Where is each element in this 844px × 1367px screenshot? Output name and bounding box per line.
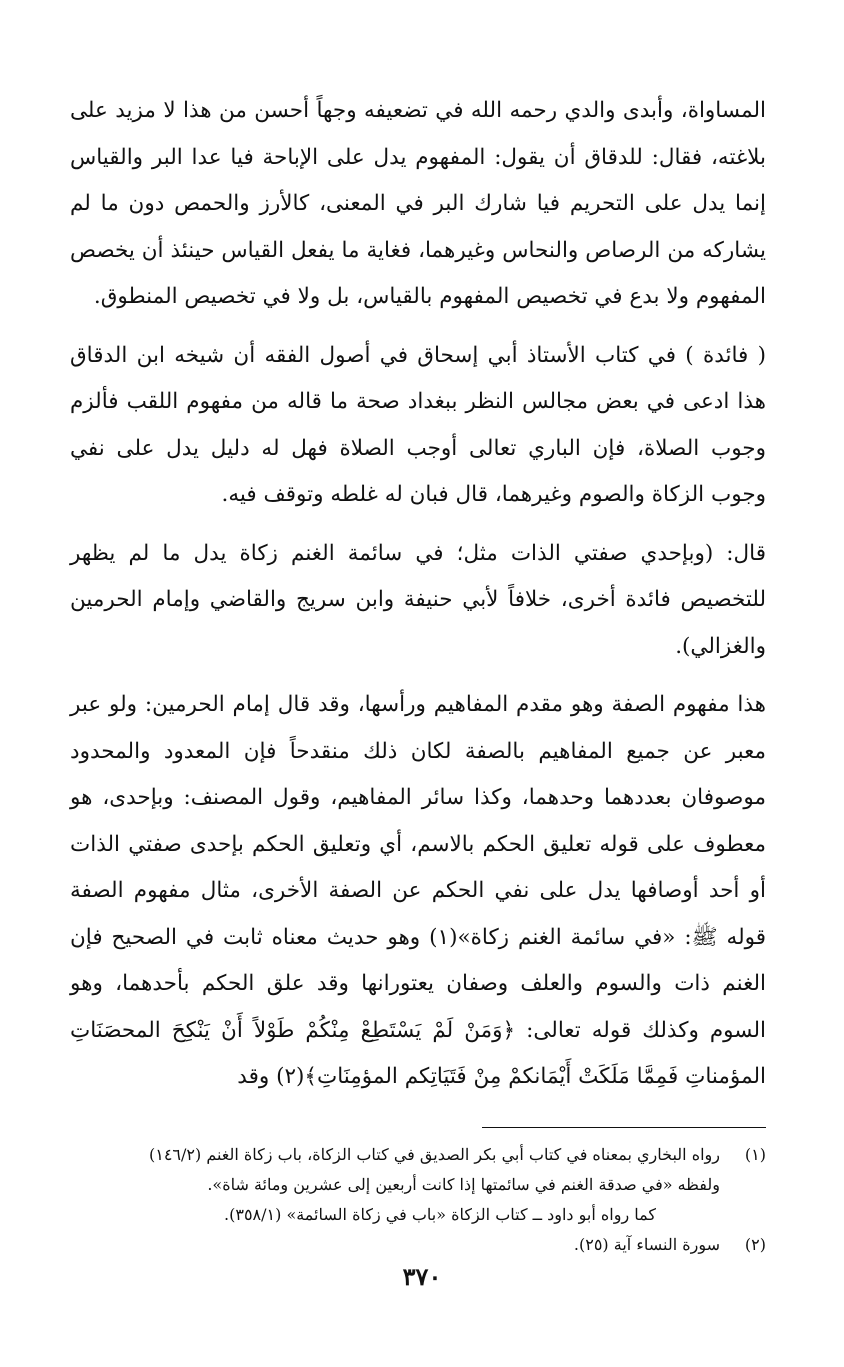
- footnote-text: رواه البخاري بمعناه في كتاب أبي بكر الصديق في كتاب الزكاة، باب زكاة الغنم (١٤٦/٢): [148, 1144, 720, 1164]
- paragraph-1: المساواة، وأبدى والدي رحمه الله في تضعيفه وجهاً أحسن من هذا لا مزيد على بلاغته، فقال: للدقاق أن يقول: المفهوم يدل على الإباحة فيا عدا البر والقياس إنما يدل على التحريم فيا شارك البر في المعنى، كالأرز والحمص دون ما لم يشاركه من الرصاص والنحاس وغيرهما، فغاية ما يفعل القياس حينئذ أن يخصص المفهوم ولا بدع في تخصيص المفهوم بالقياس، بل ولا في تخصيص المنطوق.: [70, 98, 766, 309]
- footnote-2: [70, 1230, 766, 1260]
- paragraph-2: ( فائدة ) في كتاب الأستاذ أبي إسحاق في أصول الفقه أن شيخه ابن الدقاق هذا ادعى في بعض مجالس النظر ببغداد صحة ما قاله من مفهوم اللقب فألزم وجوب الصلاة، فإن الباري تعالى أوجب الصلاة فهل له دليل يدل على نفي وجوب الزكاة والصوم وغيرهما، قال فبان له غلطه وتوقف فيه.: [70, 342, 766, 507]
- page-number: ٣٧٠: [402, 1262, 442, 1291]
- paragraph-4: هذا مفهوم الصفة وهو مقدم المفاهيم ورأسها، وقد قال إمام الحرمين: ولو عبر معبر عن جميع المفاهيم بالصفة لكان ذلك منقدحاً فإن المعدود والمحدود موصوفان بعددهما وحدهما، وكذا سائر المفاهيم، وقول المصنف: وبإحدى، هو معطوف على قوله تعليق الحكم بالاسم، أي وتعليق الحكم بإحدى صفتي الذات أو أحد أوصافها يدل على نفي الحكم عن الصفة الأخرى، مثال مفهوم الصفة قوله ﷺ: «في سائمة الغنم زكاة»(١) وهو حديث معناه ثابت في الصحيح فإن الغنم ذات والسوم والعلف وصفان يعتورانها وقد علق الحكم بأحدهما، وهو السوم وكذلك قوله تعالى: ﴿وَمَنْ لَمْ يَسْتَطِعْ مِنْكُمْ طَوْلاً أَنْ يَنْكِحَ المحصَنَاتِ المؤمناتِ فَمِمَّا مَلَكَتْ أَيْمَانكمْ مِنْ فَتَيَاتِكم المؤمِنَاتِ﴾(٢) وقد: [70, 692, 767, 1089]
- footnote-divider: [482, 1127, 766, 1128]
- footnotes: [70, 1140, 766, 1260]
- main-text: [70, 88, 766, 1101]
- footnote-number: (١): [744, 1144, 766, 1164]
- footnote-continuation: ولفظه «في صدقة الغنم في سائمتها إذا كانت أربعين إلى عشرين ومائة شاة».: [207, 1174, 720, 1194]
- footnote-extra: كما رواه أبو داود ــ كتاب الزكاة «باب في زكاة السائمة» (٣٥٨/١).: [224, 1204, 656, 1224]
- paragraph-3: قال: (وبإحدي صفتي الذات مثل؛ في سائمة الغنم زكاة يدل ما لم يظهر للتخصيص فائدة أخرى، خلافاً لأبي حنيفة وابن سريج والقاضي وإمام الحرمين والغزالي).: [70, 540, 766, 659]
- footnote-text: سورة النساء آية (٢٥).: [573, 1234, 720, 1254]
- footnote-number: (٢): [744, 1234, 766, 1254]
- footnote-1: [70, 1140, 766, 1170]
